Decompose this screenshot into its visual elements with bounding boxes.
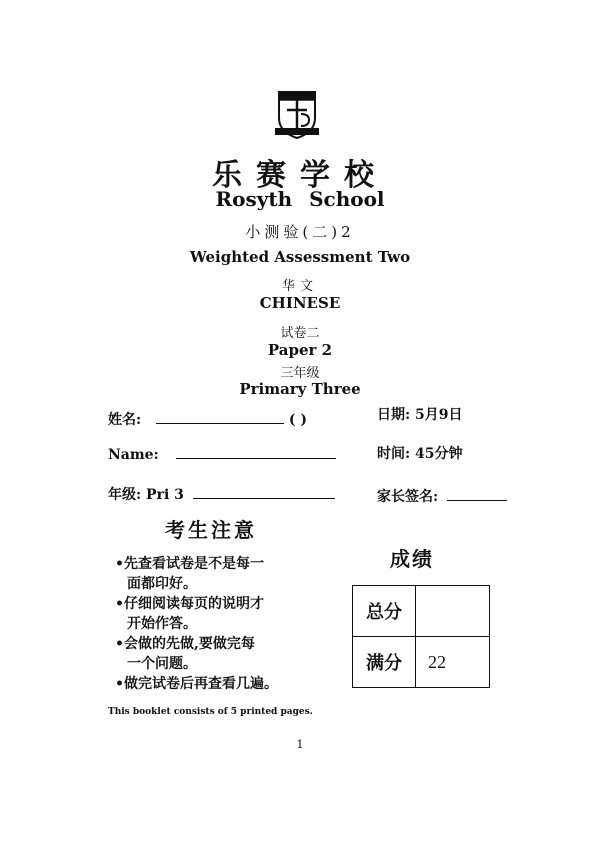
- note-item: •仔细阅读每页的说明才 开始作答。: [115, 596, 264, 632]
- school-crest: [273, 88, 321, 140]
- subject-chinese: 华文: [281, 279, 318, 294]
- note-item: •会做的先做,要做完每 一个问题。: [115, 636, 255, 672]
- full-score-row: [353, 637, 490, 688]
- assessment-title-chinese: 小测验(二)2: [245, 223, 355, 241]
- school-name-english: Rosyth School: [215, 187, 385, 211]
- page-number: 1: [296, 738, 304, 751]
- full-score-value: 22: [416, 637, 490, 688]
- booklet-note: This booklet consists of 5 printed pages.: [108, 707, 313, 717]
- parent-signature-line[interactable]: [447, 500, 507, 501]
- paper-chinese: 试卷二: [280, 326, 320, 341]
- name-english-line[interactable]: [176, 458, 336, 459]
- name-english-field[interactable]: [108, 447, 336, 463]
- total-score-row: [353, 586, 490, 637]
- subject-english: CHINESE: [259, 294, 341, 312]
- notes-title: 考生注意: [165, 518, 257, 542]
- notes-list: [115, 554, 305, 694]
- note-item: •先查看试卷是不是每一 面都印好。: [115, 556, 264, 592]
- note-item: •做完试卷后再查看几遍。: [115, 676, 278, 692]
- parent-signature-field[interactable]: [377, 486, 507, 506]
- paper-english: Paper 2: [267, 341, 333, 359]
- level-chinese: 三年级: [280, 366, 320, 381]
- name-chinese-label: 姓名:: [108, 412, 142, 428]
- name-chinese-line[interactable]: [156, 423, 284, 424]
- score-table: [352, 585, 490, 688]
- time-label: 时间: 45分钟: [377, 446, 463, 462]
- class-field[interactable]: [108, 484, 335, 504]
- total-score-value[interactable]: [416, 586, 490, 637]
- level-english: Primary Three: [239, 380, 361, 398]
- name-english-label: Name:: [108, 447, 159, 463]
- assessment-title-english: Weighted Assessment Two: [189, 248, 411, 266]
- name-chinese-field[interactable]: [108, 409, 307, 429]
- class-line[interactable]: [193, 498, 335, 499]
- total-score-label: 总分: [353, 586, 416, 637]
- full-score-label: 满分: [353, 637, 416, 688]
- parent-signature-label: 家长签名:: [377, 489, 439, 505]
- date-label: 日期: 5月9日: [377, 407, 463, 423]
- results-title: 成绩: [390, 547, 434, 571]
- school-name-chinese: 乐赛学校: [212, 158, 388, 193]
- class-number-bracket: ( ): [288, 412, 308, 428]
- class-label: 年级: Pri 3: [108, 487, 184, 503]
